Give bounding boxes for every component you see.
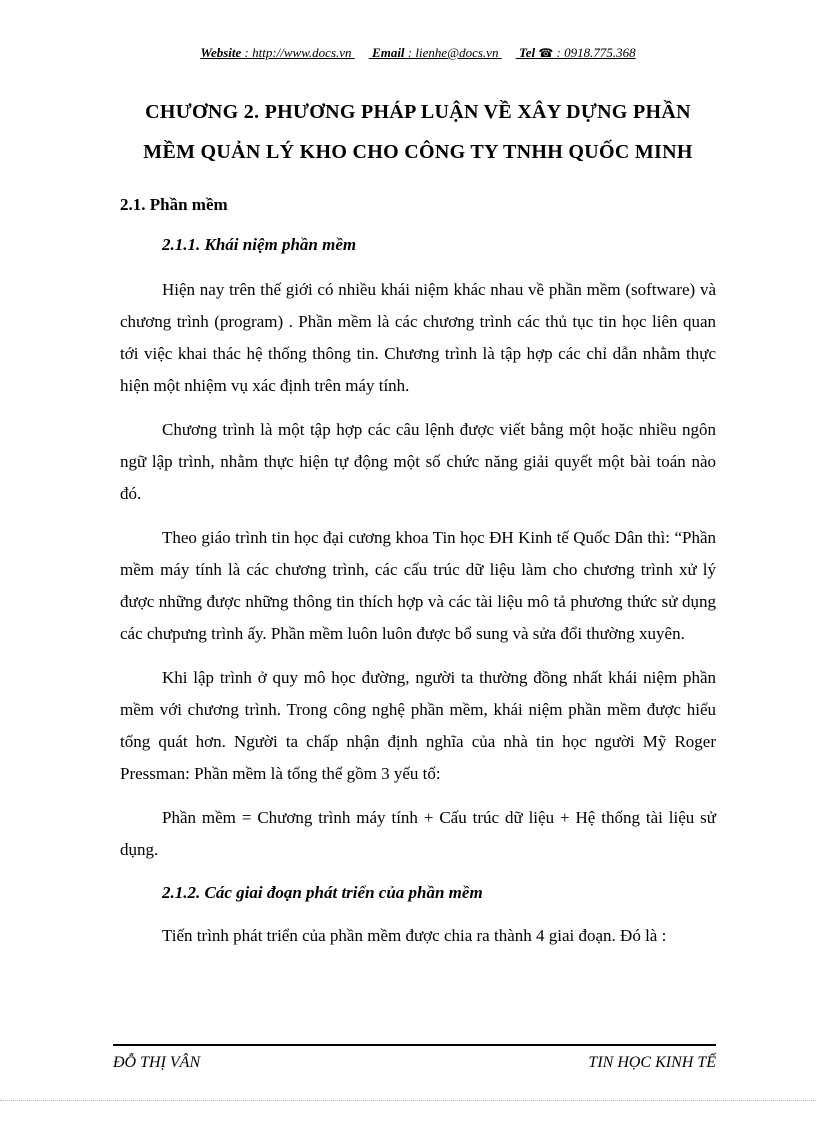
phone-icon: ☎ <box>538 46 554 60</box>
chapter-title-line-2: MỀM QUẢN LÝ KHO CHO CÔNG TY TNHH QUỐC MINH <box>143 141 693 163</box>
website-label: Website <box>200 45 242 60</box>
paragraph-3: Theo giáo trình tin học đại cương khoa Tin học ĐH Kinh tế Quốc Dân thì: “Phần mềm máy tính là các chương trình, các cấu trúc dữ liệu làm cho chương trình xử lý được những được những thông tin thích hợp và các tài liệu mô tả phương thức sử dụng các chưpưng trình ấy. Phần mềm luôn luôn được bổ sung và sửa đổi thường xuyên. <box>120 528 716 643</box>
paragraph-5-formula: Phần mềm = Chương trình máy tính + Cấu trúc dữ liệu + Hệ thống tài liệu sử dụng. <box>120 808 716 859</box>
chapter-title-line-1: CHƯƠNG 2. PHƯƠNG PHÁP LUẬN VỀ XÂY DỰNG PHẦN <box>145 101 691 123</box>
paragraph-1: Hiện nay trên thế giới có nhiều khái niệm khác nhau về phần mềm (software) và chương trình (program) . Phần mềm là các chương trình các thủ tục tin học liên quan tới việc khai thác hệ thống thông tin. Chương trình là tập hợp các chỉ dẫn nhằm thực hiện một nhiệm vụ xác định trên máy tính. <box>120 280 716 395</box>
document-footer <box>113 1044 716 1074</box>
email-address[interactable]: : lienhe@docs.vn <box>407 45 499 60</box>
tel-number: : 0918.775.368 <box>556 45 636 60</box>
page-bottom-edge <box>0 1100 816 1101</box>
footer-author: ĐỖ THỊ VÂN <box>113 1054 201 1071</box>
subsection-heading-2-1-2: 2.1.2. Các giai đoạn phát triển của phần mềm <box>162 883 483 902</box>
paragraph-6: Tiến trình phát triển của phần mềm được chia ra thành 4 giai đoạn. Đó là : <box>162 926 667 945</box>
paragraph-4: Khi lập trình ở quy mô học đường, người ta thường đồng nhất khái niệm phần mềm với chương trình. Trong công nghệ phần mềm, khái niệm phần mềm được hiểu tổng quát hơn. Người ta chấp nhận định nghĩa của nhà tin học người Mỹ Roger Pressman: Phần mềm là tổng thể gồm 3 yếu tố: <box>120 668 716 783</box>
section-heading-2-1: 2.1. Phần mềm <box>120 195 228 214</box>
website-url[interactable]: : http://www.docs.vn <box>244 45 352 60</box>
subsection-heading-2-1-1: 2.1.1. Khái niệm phần mềm <box>162 235 357 254</box>
paragraph-2: Chương trình là một tập hợp các câu lệnh được viết bằng một hoặc nhiều ngôn ngữ lập trình, nhằm thực hiện tự động một số chức năng giải quyết một bài toán nào đó. <box>120 420 716 503</box>
header-contact-line <box>200 45 635 60</box>
document-header <box>120 44 716 62</box>
email-label: Email <box>372 45 405 60</box>
tel-label: Tel <box>518 45 536 60</box>
footer-department: TIN HỌC KINH TẾ <box>588 1054 716 1071</box>
chapter-title <box>120 92 716 172</box>
